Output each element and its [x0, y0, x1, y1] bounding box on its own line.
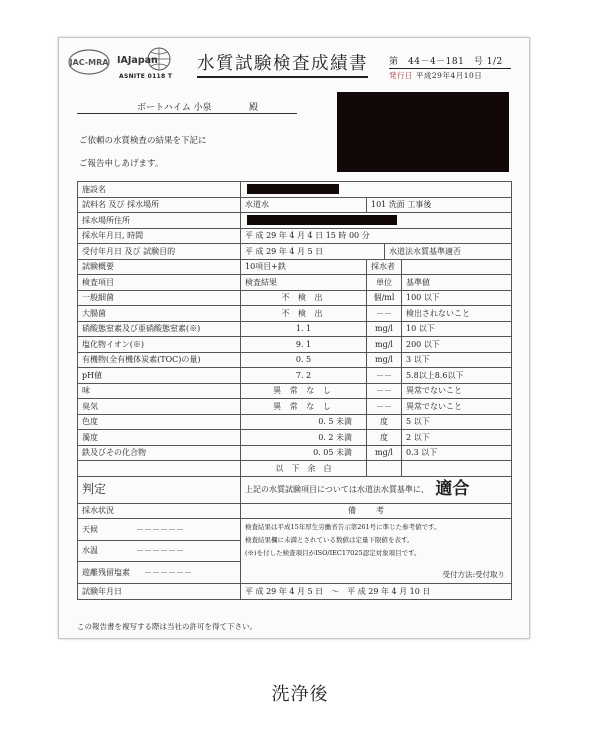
note-line: (※)を付した検査項目がISO/IEC17025認定対象項目です。 [245, 549, 421, 557]
result-unit: mg/l [367, 352, 402, 368]
table-row [78, 352, 512, 368]
chlorine-label: 遊離残留塩素 [82, 568, 130, 578]
result-value: 1. 1 [241, 321, 367, 337]
result-unit: －－ [367, 383, 402, 399]
jac-logo-text: JAC-MRA [69, 58, 109, 67]
chlorine-value: －－－－－－ [144, 568, 192, 578]
result-item: 濁度 [78, 430, 241, 446]
received-label: 受付年月日 及び 試験目的 [78, 244, 241, 260]
table-row [78, 445, 512, 461]
document-number-block [389, 54, 511, 81]
info-row-facility [78, 182, 512, 198]
sample-label: 試料名 及び 採水場所 [78, 197, 241, 213]
conditions-header-row [78, 503, 512, 519]
intro-line: ご報告申しあげます。 [79, 159, 164, 169]
sampler-value [402, 259, 512, 275]
result-unit: 度 [367, 430, 402, 446]
info-row-sampled [78, 228, 512, 244]
addressee-honorific: 殿 [249, 103, 259, 113]
blank-row-text: 以 下 余 白 [241, 461, 367, 477]
addressee-name: ボートハイム 小泉 [137, 103, 212, 113]
redacted-company-block [337, 92, 509, 172]
table-row [78, 306, 512, 322]
table-row [78, 383, 512, 399]
result-unit: mg/l [367, 445, 402, 461]
judgement-verdict: 適合 [435, 479, 470, 499]
notes-box [241, 519, 512, 584]
result-item: 硝酸態窒素及び亜硝酸態窒素(※) [78, 321, 241, 337]
result-value: 不 検 出 [241, 306, 367, 322]
table-row [78, 337, 512, 353]
test-report-document [58, 37, 530, 639]
table-row [78, 290, 512, 306]
table-row [78, 399, 512, 415]
judgement-label: 判定 [78, 476, 241, 503]
water-temp-label: 水温 [82, 546, 98, 556]
result-unit: mg/l [367, 337, 402, 353]
result-standard: 3 以下 [402, 352, 512, 368]
header-standard: 基準値 [402, 275, 512, 291]
image-caption: 洗浄後 [271, 684, 329, 705]
test-period-row [78, 584, 512, 600]
redacted-facility [247, 184, 339, 194]
judgement-text: 上記の水質試験項目については水道法水質基準に、 [245, 485, 429, 494]
address-label: 採水場所住所 [78, 213, 241, 229]
result-unit: －－ [367, 399, 402, 415]
result-unit: －－ [367, 368, 402, 384]
result-item: 臭気 [78, 399, 241, 415]
result-item: 鉄及びその化合物 [78, 445, 241, 461]
weather-value: －－－－－－ [136, 524, 184, 534]
asnite-number: ASNITE 0118 T [119, 73, 173, 80]
result-item: 有機物(全有機体炭素(TOC)の量) [78, 352, 241, 368]
result-value: 0. 05 未満 [241, 445, 367, 461]
table-row [78, 414, 512, 430]
redacted-address [247, 215, 397, 225]
sample-value: 水道水 [241, 197, 367, 213]
sampling-method: 受付方法:受付取り [442, 570, 506, 579]
result-standard: 検出されないこと [402, 306, 512, 322]
header-unit: 単位 [367, 275, 402, 291]
water-temp-value: －－－－－－ [136, 546, 184, 556]
result-value: 0. 5 [241, 352, 367, 368]
result-standard: 5 以下 [402, 414, 512, 430]
judgement-cell [241, 476, 512, 503]
result-standard: 2 以下 [402, 430, 512, 446]
sampler-label: 採水者 [367, 259, 402, 275]
header-item: 検査項目 [78, 275, 241, 291]
sampled-value: 平 成 29 年 4 月 4 日 15 時 00 分 [241, 228, 512, 244]
note-line: 検査結果は平成15年厚生労働省告示第261号に準じた参考値です。 [245, 523, 441, 531]
result-standard: 100 以下 [402, 290, 512, 306]
result-value: 異 常 な し [241, 399, 367, 415]
issue-date-label: 発行日 [389, 71, 413, 80]
water-temp-cell [78, 540, 241, 562]
result-standard: 10 以下 [402, 321, 512, 337]
result-item: 一般細菌 [78, 290, 241, 306]
iajapan-logo-text: IAJapan [117, 55, 158, 66]
judgement-row [78, 476, 512, 503]
result-item: pH値 [78, 368, 241, 384]
intro-text [79, 130, 207, 176]
iajapan-logo-icon [115, 46, 175, 74]
accreditation-logos [67, 46, 179, 80]
weather-cell [78, 519, 241, 541]
note-line: 検査結果欄に未満とされている数値は定量下限値を表す。 [245, 536, 414, 544]
sample-place: 101 洗面 工事後 [367, 197, 512, 213]
blank-row [78, 461, 512, 477]
info-row-overview [78, 259, 512, 275]
weather-row [78, 519, 512, 541]
address-value [241, 213, 512, 229]
issue-date: 平成29年4月10日 [415, 71, 483, 80]
result-unit: mg/l [367, 321, 402, 337]
addressee-line [77, 100, 297, 114]
copy-notice: この報告書を複写する際は当社の許可を得て下さい。 [77, 622, 257, 631]
chlorine-cell [78, 562, 241, 584]
info-row-received [78, 244, 512, 260]
result-standard: 0.3 以下 [402, 445, 512, 461]
overview-label: 試験概要 [78, 259, 241, 275]
result-standard: 5.8以上8.6以下 [402, 368, 512, 384]
results-header-row [78, 275, 512, 291]
result-value: 異 常 な し [241, 383, 367, 399]
results-table [77, 181, 512, 600]
result-item: 色度 [78, 414, 241, 430]
facility-value [241, 182, 512, 198]
jac-mra-logo-icon [67, 48, 111, 76]
facility-label: 施設名 [78, 182, 241, 198]
header-result: 検査結果 [241, 275, 367, 291]
result-value: 不 検 出 [241, 290, 367, 306]
result-unit: 個/ml [367, 290, 402, 306]
table-row [78, 321, 512, 337]
result-standard: 200 以下 [402, 337, 512, 353]
table-row [78, 368, 512, 384]
conditions-label: 採水状況 [78, 503, 241, 519]
result-item: 大腸菌 [78, 306, 241, 322]
received-value: 平 成 29 年 4 月 5 日 [241, 244, 385, 260]
info-row-sample [78, 197, 512, 213]
table-row [78, 430, 512, 446]
issue-date-line [389, 70, 511, 81]
result-value: 7. 2 [241, 368, 367, 384]
weather-label: 天候 [82, 524, 98, 534]
document-title: 水質試験検査成績書 [197, 50, 368, 78]
result-unit: 度 [367, 414, 402, 430]
test-period-value: 平 成 29 年 4 月 5 日 ～ 平 成 29 年 4 月 10 日 [241, 584, 512, 600]
document-number: 第 44－4－181 号 1/2 [389, 54, 511, 69]
sampled-label: 採水年月日, 時間 [78, 228, 241, 244]
overview-value: 10項目+鉄 [241, 259, 367, 275]
intro-line: ご依頼の水質検査の結果を下記に [79, 136, 207, 146]
result-value: 0. 2 未満 [241, 430, 367, 446]
result-standard: 異常でないこと [402, 383, 512, 399]
info-row-address [78, 213, 512, 229]
result-value: 9. 1 [241, 337, 367, 353]
result-item: 味 [78, 383, 241, 399]
test-period-label: 試験年月日 [78, 584, 241, 600]
purpose-value: 水道法水質基準適否 [385, 244, 512, 260]
result-unit: －－ [367, 306, 402, 322]
result-value: 0. 5 未満 [241, 414, 367, 430]
notes-header: 備考 [241, 503, 512, 519]
result-standard: 異常でないこと [402, 399, 512, 415]
result-item: 塩化物イオン(※) [78, 337, 241, 353]
